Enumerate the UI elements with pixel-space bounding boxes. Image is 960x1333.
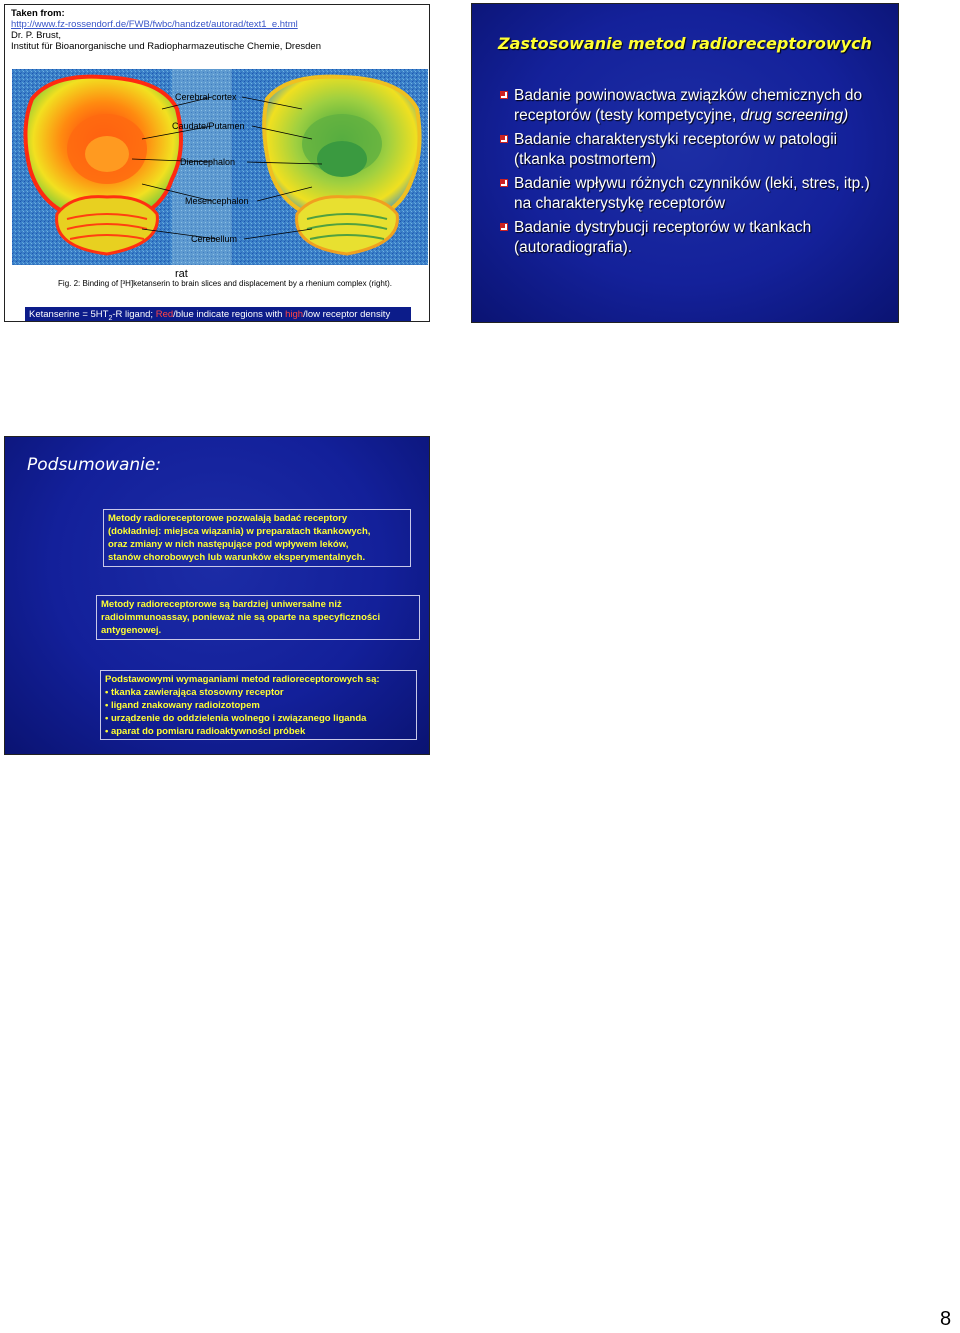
label-cerebral-cortex: Cerebral cortex [175,92,237,102]
list-item: Badanie wpływu różnych czynników (leki, stres, itp.) na charakterystykę receptorów [500,174,872,214]
ketanserine-note: Ketanserine = $5HT_2-R$ ligand; Red/blue indicate regions with high/low receptor density [25,307,411,322]
label-cerebellum: Cerebellum [191,234,238,244]
brain-scan-image [12,69,428,265]
author: Dr. P. Brust, [11,30,61,41]
summary-box-1: Metody radioreceptorowe pozwalają badać receptory (dokładniej: miejsca wiązania) w preparatach tkankowych, oraz zmiany w nich następujące pod wpływem leków, stanów chorobowych lub warunków eksperymentalnych. [103,509,411,567]
list-item: Badanie dystrybucji receptorów w tkankach (autoradiografia). [500,218,872,258]
figure-caption: Fig. 2: Binding of [³H]ketanserin to brain slices and displacement by a rhenium complex (right). [58,279,392,288]
slide-summary [4,436,430,755]
rat-label: rat [175,268,188,280]
label-diencephalon: Diencephalon [180,157,236,167]
page-number: 8 [940,1308,952,1330]
summary-box-3: Podstawowymi wymaganiami metod radioreceptorowych są: • tkanka zawierająca stosowny receptor • ligand znakowany radioizotopem • urządzenie do oddzielenia wolnego i związanego liganda • aparat do pomiaru radioaktywności próbek [100,670,417,740]
list-item: Badanie powinowactwa związków chemicznych do receptorów (testy kompetycyjne, drug screening) [500,86,872,126]
list-item: Badanie charakterystyki receptorów w patologii (tkanka postmortem) [500,130,872,170]
bullet-icon [500,179,508,187]
bullet-icon [500,223,508,231]
slide-applications [471,3,899,323]
slide-autoradiography [4,4,430,322]
bullet-icon [500,135,508,143]
label-caudate-putamen: Caudate/Putamen [172,121,245,131]
bullet-list [500,86,872,262]
institute: Institut für Bioanorganische und Radiopharmazeutische Chemie, Dresden [11,41,321,52]
label-mesencephalon: Mesencephalon [185,196,249,206]
source-link[interactable]: http://www.fz-rossendorf.de/FWB/fwbc/handzet/autorad/text1_e.html [11,19,298,30]
summary-box-2: Metody radioreceptorowe są bardziej uniwersalne niż radioimmunoassay, ponieważ nie są oparte na specyficzności antygenowej. [96,595,420,640]
slide-title: Podsumowanie: [27,455,162,475]
source-label: Taken from: [11,8,65,19]
slide-title: Zastosowanie metod radioreceptorowych [498,34,872,53]
bullet-icon [500,91,508,99]
